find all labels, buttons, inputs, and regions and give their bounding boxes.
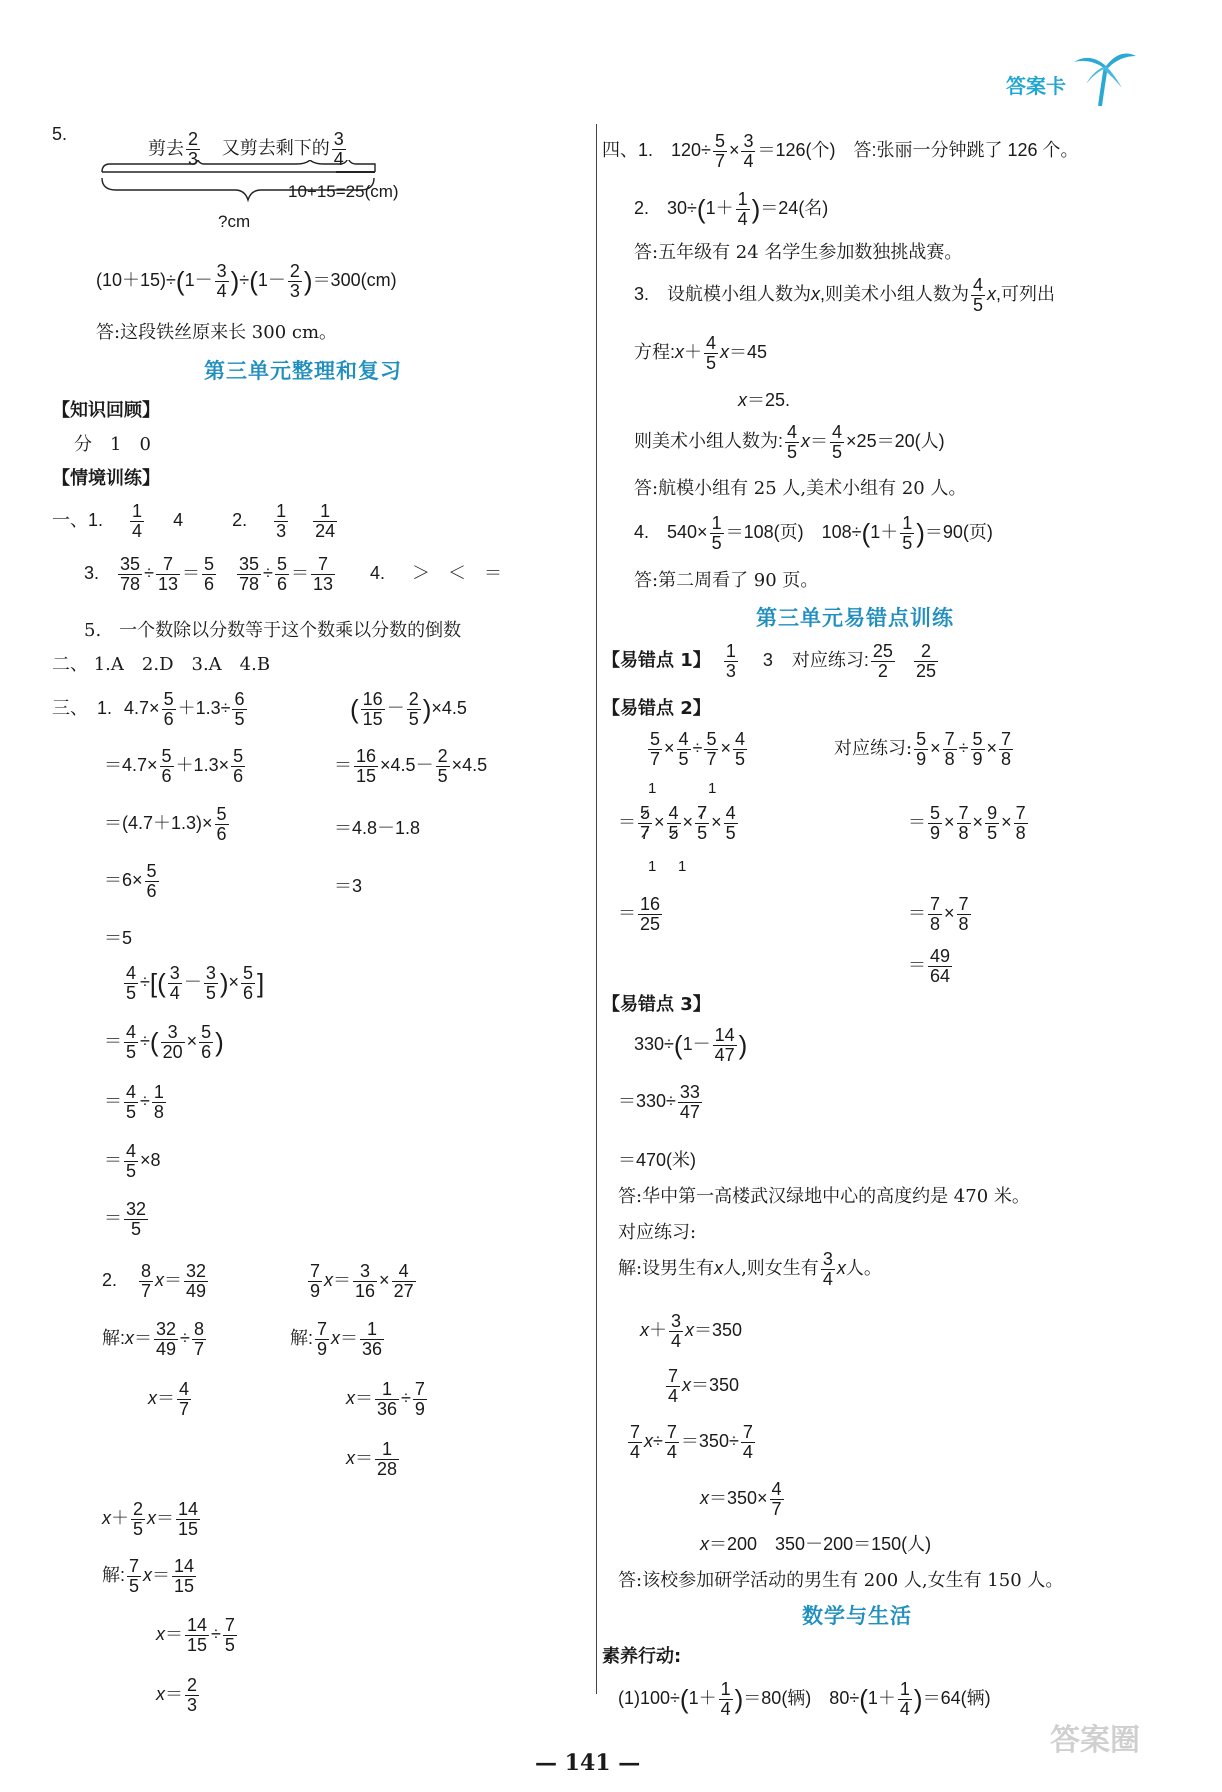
calc-line-c1: $\frac{4}{5}$ ÷[( $\frac{3}{4}$ － $\frac{3}{5}$ )× $\frac{5}{6}$ ] xyxy=(126,963,265,1003)
mistake-3-answer2: 答:该校参加研学活动的男生有 200 人,女生有 150 人。 xyxy=(618,1570,1064,1591)
column-divider xyxy=(596,124,597,1694)
q5-answer: 答:这段铁丝原来长 300 cm。 xyxy=(96,322,338,343)
mistake-2-line2: ＝ $\frac{5}{7}$ × $\frac{4}{5}$ × $\frac{7}{5}$ × $\frac{4}{5}$ xyxy=(618,803,736,843)
equation-p3: x＋ $\frac{2}{5}$ x＝ $\frac{14}{15}$ xyxy=(102,1499,199,1539)
math-and-life-title: 数学与生活 xyxy=(802,1604,912,1628)
page-number: — 141 — xyxy=(535,1750,641,1776)
mistake-3-answer: 答:华中第一高楼武汉绿地中心的高度约是 470 米。 xyxy=(618,1186,1030,1207)
equation-p3-solve: 解: $\frac{7}{5}$ x＝ $\frac{14}{15}$ xyxy=(102,1556,195,1596)
mistake-3-line2: ＝330÷ $\frac{33}{47}$ xyxy=(618,1082,700,1122)
mistake-3-line3: ＝470(米) xyxy=(618,1150,697,1170)
calc-line-a2: ＝4.7× $\frac{5}{6}$ ＋1.3× $\frac{5}{6}$ xyxy=(104,746,244,786)
equation-p1-result: x＝ $\frac{4}{7}$ xyxy=(148,1379,190,1419)
mistake-3-label: 【易错点 3】 xyxy=(602,994,711,1015)
unit3-mistakes-title: 第三单元易错点训练 xyxy=(756,606,954,630)
mistake-3-line1: 330÷(1－ $\frac{14}{47}$ ) xyxy=(634,1025,748,1065)
mistake-2-practice-result: ＝ $\frac{49}{64}$ xyxy=(908,946,951,986)
watermark: 答案圈 xyxy=(1050,1723,1140,1758)
calc-line-a5: ＝5 xyxy=(104,928,133,948)
brand-logo-text: 答案卡 xyxy=(1006,74,1066,98)
sec4-line2: 2. 30÷(1＋ $\frac{1}{4}$ )＝24(名) xyxy=(634,189,829,229)
knowledge-answer: 分 1 0 xyxy=(74,434,151,455)
mistake-3-eq4: x＝350× $\frac{4}{7}$ xyxy=(700,1479,782,1519)
sec4-answer3: 答:航模小组有 25 人,美术小组有 20 人。 xyxy=(634,478,967,499)
scenario-q1-q2: 一、1. $\frac{1}{4}$ 4 2. $\frac{1}{3}$ $\frac{1}{24}$ xyxy=(52,501,336,541)
mistake-2-line1: $\frac{5}{7}$ × $\frac{4}{5}$ ÷ $\frac{5}{7}$ × $\frac{4}{5}$ xyxy=(650,729,745,769)
equation-p3-step: x＝ $\frac{14}{15}$ ÷ $\frac{7}{5}$ xyxy=(156,1615,235,1655)
equation-p2-step: x＝ $\frac{1}{36}$ ÷ $\frac{7}{9}$ xyxy=(346,1379,425,1419)
mistake-2-practice: 对应练习: $\frac{5}{9}$ × $\frac{7}{8}$ ÷ $\frac{5}{9}$ × $\frac{7}{8}$ xyxy=(834,729,1012,769)
calc-line-c5: ＝ $\frac{32}{5}$ xyxy=(104,1199,147,1239)
mistake-2-label: 【易错点 2】 xyxy=(602,698,711,719)
calc-line-b1: ( $\frac{16}{15}$ － $\frac{2}{5}$ )×4.5 xyxy=(350,689,467,729)
mistake-3-eq2: $\frac{7}{4}$ x＝350 xyxy=(668,1366,740,1406)
q5-cut-label-1: 剪去 $\frac{2}{3}$ 又剪去剩下的 $\frac{3}{4}$ xyxy=(148,129,344,169)
calc-line-b2: ＝ $\frac{16}{15}$ ×4.5－ $\frac{2}{5}$ ×4.5 xyxy=(334,746,488,786)
literacy-line1: (1)100÷(1＋ $\frac{1}{4}$ )＝80(辆) 80÷(1＋ $\frac{1}{4}$ )＝64(辆) xyxy=(618,1679,991,1719)
equation-p2-result: x＝ $\frac{1}{28}$ xyxy=(346,1439,398,1479)
calc-line-a3: ＝(4.7＋1.3)× $\frac{5}{6}$ xyxy=(104,804,227,844)
mistake-3-eq5: x＝200 350－200＝150(人) xyxy=(700,1534,932,1554)
sec4-line3: 3. 设航模小组人数为x,则美术小组人数为 $\frac{4}{5}$ x,可列出 xyxy=(634,275,1056,315)
mistake-2-line3: ＝ $\frac{16}{25}$ xyxy=(618,894,661,934)
sec4-line1: 四、1. 120÷ $\frac{5}{7}$ × $\frac{3}{4}$ ＝126(个) 答:张丽一分钟跳了 126 个。 xyxy=(602,131,1079,171)
scenario-q3-q4: 3. $\frac{35}{78}$ ÷ $\frac{7}{13}$ ＝ $\frac{5}{6}$ $\frac{35}{78}$ ÷ $\frac{5}{6}$ ＝ $\frac{7}{13}$ 4. ＞ ＜ ＝ xyxy=(84,554,503,594)
calc-line-b3: ＝4.8－1.8 xyxy=(334,818,421,838)
equation-p2: $\frac{7}{9}$ x＝ $\frac{3}{16}$ × $\frac{4}{27}$ xyxy=(310,1261,414,1301)
palm-tree-icon xyxy=(1070,44,1140,110)
sec4-art-group: 则美术小组人数为: $\frac{4}{5}$ x＝ $\frac{4}{5}$ ×25＝20(人) xyxy=(634,422,945,462)
cancel-top-1: 1 xyxy=(648,780,657,797)
scenario-q5: 5. 一个数除以分数等于这个数乘以分数的倒数 xyxy=(84,620,462,641)
segment-label: 10+15=25(cm) xyxy=(288,182,399,201)
sec4-answer4: 答:第二周看了 90 页。 xyxy=(634,570,819,591)
equation-p3-result: x＝ $\frac{2}{3}$ xyxy=(156,1675,198,1715)
calc-line-b4: ＝3 xyxy=(334,876,363,896)
calc-line-c2: ＝ $\frac{4}{5}$ ÷( $\frac{3}{20}$ × $\frac{5}{6}$ ) xyxy=(104,1022,224,1062)
literacy-action-label: 素养行动: xyxy=(602,1646,682,1667)
total-length-label: ?cm xyxy=(218,212,251,231)
mistake-2-practice-step2: ＝ $\frac{7}{8}$ × $\frac{7}{8}$ xyxy=(908,894,969,934)
mistake-3-practice-label: 对应练习: xyxy=(618,1222,697,1243)
knowledge-review-label: 【知识回顾】 xyxy=(52,400,160,421)
unit3-review-title: 第三单元整理和复习 xyxy=(204,359,402,383)
section-2-answers: 二、 1.A 2.D 3.A 4.B xyxy=(52,654,271,675)
cancel-bottom-2: 1 xyxy=(678,858,687,875)
equation-p1-solve: 解:x＝ $\frac{32}{49}$ ÷ $\frac{8}{7}$ xyxy=(102,1319,204,1359)
scenario-training-label: 【情境训练】 xyxy=(52,468,160,489)
cancel-top-2: 1 xyxy=(708,780,717,797)
sec4-line4: 4. 540× $\frac{1}{5}$ ＝108(页) 108÷(1＋ $\frac{1}{5}$ )＝90(页) xyxy=(634,513,993,553)
sec4-answer2: 答:五年级有 24 名学生参加数独挑战赛。 xyxy=(634,242,963,263)
equation-p1: 2. $\frac{8}{7}$ x＝ $\frac{32}{49}$ xyxy=(102,1261,207,1301)
q5-number: 5. xyxy=(52,124,68,144)
cancel-bottom-1: 1 xyxy=(648,858,657,875)
calc-line-c3: ＝ $\frac{4}{5}$ ÷ $\frac{1}{8}$ xyxy=(104,1082,164,1122)
mistake-3-setup: 解:设男生有x人,则女生有 $\frac{3}{4}$ x人。 xyxy=(618,1249,882,1289)
mistake-2-practice-step1: ＝ $\frac{5}{9}$ × $\frac{7}{8}$ × $\frac{9}{5}$ × $\frac{7}{8}$ xyxy=(908,803,1026,843)
mistake-3-eq1: x＋ $\frac{3}{4}$ x＝350 xyxy=(640,1311,743,1351)
mistake-3-eq3: $\frac{7}{4}$ x÷ $\frac{7}{4}$ ＝350÷ $\frac{7}{4}$ xyxy=(630,1422,753,1462)
q5-equation: (10＋15)÷(1－ $\frac{3}{4}$ )÷(1－ $\frac{2}{3}$ )＝300(cm) xyxy=(96,261,397,301)
equation-p2-solve: 解: $\frac{7}{9}$ x＝ $\frac{1}{36}$ xyxy=(290,1319,383,1359)
sec4-equation: 方程:x＋ $\frac{4}{5}$ x＝45 xyxy=(634,333,768,373)
calc-line-c4: ＝ $\frac{4}{5}$ ×8 xyxy=(104,1141,161,1181)
sec4-x-value: x＝25. xyxy=(738,390,791,410)
calc-line-a1: 三、 1. 4.7× $\frac{5}{6}$ ＋1.3÷ $\frac{6}{5}$ xyxy=(52,689,245,729)
mistake-1: 【易错点 1】 $\frac{1}{3}$ 3 对应练习: $\frac{25}{2}$ $\frac{2}{25}$ xyxy=(602,641,936,681)
calc-line-a4: ＝6× $\frac{5}{6}$ xyxy=(104,861,157,901)
